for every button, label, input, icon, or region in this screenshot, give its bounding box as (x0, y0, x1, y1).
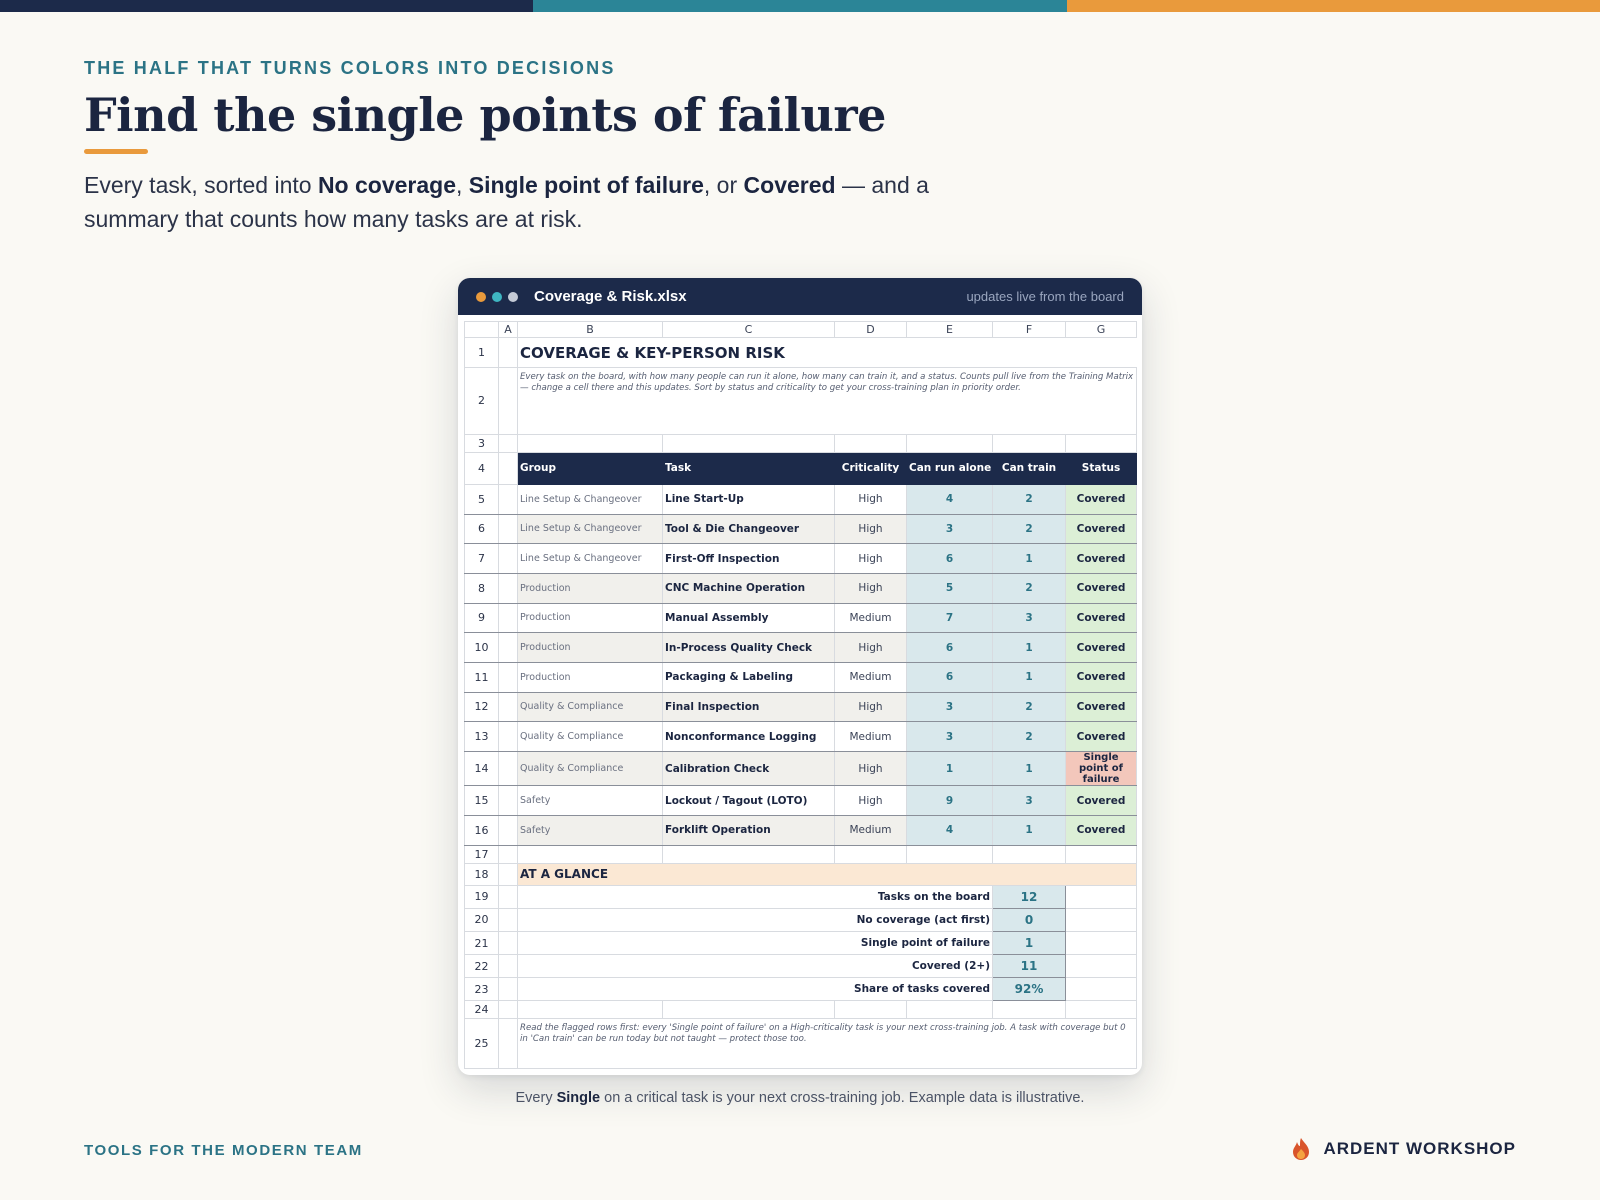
cell[interactable] (907, 1001, 993, 1019)
window-dot-teal[interactable] (492, 292, 502, 302)
cell[interactable] (499, 573, 518, 603)
column-header[interactable]: B (518, 322, 663, 338)
window-status: updates live from the board (966, 289, 1124, 304)
column-header[interactable]: E (907, 322, 993, 338)
header-task[interactable]: Task (663, 452, 835, 484)
row-number[interactable]: 19 (465, 885, 499, 908)
status-badge[interactable]: Covered (1066, 662, 1137, 692)
cell-can-run-alone[interactable]: 9 (907, 786, 993, 816)
row-number[interactable]: 1 (465, 338, 499, 368)
cell-group[interactable]: Production (518, 633, 663, 663)
cell-task[interactable]: Calibration Check (663, 751, 835, 785)
cell[interactable] (499, 692, 518, 722)
cell-can-train[interactable]: 3 (993, 786, 1066, 816)
cell-criticality[interactable]: High (835, 514, 907, 544)
row-number[interactable]: 12 (465, 692, 499, 722)
summary-row (465, 885, 1137, 908)
sheet-row (465, 368, 1137, 434)
cell-can-train[interactable]: 2 (993, 722, 1066, 752)
cell-group[interactable]: Line Setup & Changeover (518, 544, 663, 574)
header-criticality[interactable]: Criticality (835, 452, 907, 484)
cell-can-train[interactable]: 2 (993, 514, 1066, 544)
table-row (465, 484, 1137, 514)
cell-task[interactable]: In-Process Quality Check (663, 633, 835, 663)
cell-can-run-alone[interactable]: 4 (907, 484, 993, 514)
cell-can-run-alone[interactable]: 3 (907, 692, 993, 722)
cell-can-run-alone[interactable]: 3 (907, 514, 993, 544)
header-group[interactable]: Group (518, 452, 663, 484)
cell-group[interactable]: Line Setup & Changeover (518, 514, 663, 544)
cell[interactable] (1066, 845, 1137, 863)
cell-group[interactable]: Safety (518, 815, 663, 845)
row-number[interactable]: 2 (465, 368, 499, 434)
cell[interactable] (518, 845, 663, 863)
cell[interactable] (499, 368, 518, 434)
table-header-row (465, 452, 1137, 484)
cell-can-train[interactable]: 1 (993, 662, 1066, 692)
cell-can-train[interactable]: 1 (993, 633, 1066, 663)
cell-criticality[interactable]: High (835, 692, 907, 722)
flame-icon (1291, 1137, 1311, 1161)
cell-group[interactable]: Quality & Compliance (518, 722, 663, 752)
caption: Every Single on a critical task is your next cross-training job. Example data is illustrative. (515, 1090, 1085, 1106)
cell[interactable] (835, 1001, 907, 1019)
cell-group[interactable]: Production (518, 603, 663, 633)
summary-row (465, 932, 1137, 955)
cell[interactable] (499, 955, 518, 978)
glance-title[interactable]: AT A GLANCE (518, 863, 1137, 885)
cell[interactable] (499, 786, 518, 816)
column-header[interactable]: F (993, 322, 1066, 338)
row-number[interactable]: 16 (465, 815, 499, 845)
subtitle: Every task, sorted into No coverage, Single point of failure, or Covered — and a summary that counts how many tasks are at risk. (84, 172, 929, 232)
table-row (465, 662, 1137, 692)
cell[interactable] (499, 751, 518, 785)
summary-label[interactable]: Tasks on the board (518, 885, 993, 908)
table-row (465, 514, 1137, 544)
row-number[interactable]: 13 (465, 722, 499, 752)
table-row (465, 603, 1137, 633)
summary-value[interactable]: 1 (993, 932, 1066, 955)
row-number[interactable]: 25 (465, 1019, 499, 1069)
sheet-row (465, 434, 1137, 452)
summary-row (465, 955, 1137, 978)
row-number[interactable]: 9 (465, 603, 499, 633)
top-accent-bar (0, 0, 1600, 12)
cell-group[interactable]: Quality & Compliance (518, 751, 663, 785)
sheet-note[interactable]: Every task on the board, with how many people can run it alone, how many can train it, and a status. Counts pull live from the Training Matrix — change a cell there and this updates. Sort by status and criticality to get your cross-training plan in priority order. (518, 368, 1137, 434)
summary-row (465, 978, 1137, 1001)
row-number[interactable]: 15 (465, 786, 499, 816)
cell[interactable] (499, 1001, 518, 1019)
cell[interactable] (907, 845, 993, 863)
cell-can-train[interactable]: 2 (993, 484, 1066, 514)
cell[interactable] (1066, 1001, 1137, 1019)
cell-criticality[interactable]: Medium (835, 662, 907, 692)
title-underline (84, 149, 148, 154)
summary-label[interactable]: Single point of failure (518, 932, 993, 955)
corner-cell (465, 322, 499, 338)
cell[interactable] (499, 544, 518, 574)
column-header[interactable]: D (835, 322, 907, 338)
sheet-footnote[interactable]: Read the flagged rows first: every 'Single point of failure' on a High-criticality task is your next cross-training job. A task with coverage but 0 in 'Can train' can be run today but not taught — protect those too. (518, 1019, 1137, 1069)
cell-criticality[interactable]: Medium (835, 722, 907, 752)
cell[interactable] (499, 885, 518, 908)
cell-can-train[interactable]: 1 (993, 751, 1066, 785)
cell-task[interactable]: First-Off Inspection (663, 544, 835, 574)
row-number[interactable]: 22 (465, 955, 499, 978)
status-badge[interactable]: Covered (1066, 815, 1137, 845)
table-row (465, 633, 1137, 663)
cell[interactable] (499, 863, 518, 885)
row-number[interactable]: 18 (465, 863, 499, 885)
cell-can-run-alone[interactable]: 6 (907, 544, 993, 574)
cell[interactable] (499, 662, 518, 692)
cell[interactable] (1066, 955, 1137, 978)
cell-can-train[interactable]: 1 (993, 544, 1066, 574)
status-badge[interactable]: Covered (1066, 544, 1137, 574)
cell-task[interactable]: CNC Machine Operation (663, 573, 835, 603)
status-badge[interactable]: Covered (1066, 573, 1137, 603)
window-titlebar (458, 278, 1142, 315)
cell[interactable] (499, 603, 518, 633)
cell-group[interactable]: Production (518, 573, 663, 603)
cell[interactable] (518, 1001, 663, 1019)
row-number[interactable]: 20 (465, 908, 499, 931)
row-number[interactable]: 17 (465, 845, 499, 863)
summary-value[interactable]: 11 (993, 955, 1066, 978)
window-title: Coverage & Risk.xlsx (534, 288, 687, 305)
cell[interactable] (499, 908, 518, 931)
sheet-title[interactable]: COVERAGE & KEY-PERSON RISK (518, 338, 1137, 368)
cell[interactable] (499, 978, 518, 1001)
cell[interactable] (1066, 932, 1137, 955)
cell-can-run-alone[interactable]: 4 (907, 815, 993, 845)
sheet-row (465, 338, 1137, 368)
status-badge[interactable]: Covered (1066, 603, 1137, 633)
cell-criticality[interactable]: High (835, 633, 907, 663)
cell-can-train[interactable]: 2 (993, 573, 1066, 603)
table-row (465, 751, 1137, 785)
cell-can-train[interactable]: 2 (993, 692, 1066, 722)
row-number[interactable]: 6 (465, 514, 499, 544)
column-header[interactable]: G (1066, 322, 1137, 338)
row-number[interactable]: 23 (465, 978, 499, 1001)
row-number[interactable]: 11 (465, 662, 499, 692)
window-dot-gray[interactable] (508, 292, 518, 302)
cell[interactable] (499, 722, 518, 752)
cell-task[interactable]: Packaging & Labeling (663, 662, 835, 692)
cell-can-run-alone[interactable]: 6 (907, 662, 993, 692)
cell-can-run-alone[interactable]: 5 (907, 573, 993, 603)
cell-task[interactable]: Forklift Operation (663, 815, 835, 845)
cell-criticality[interactable]: Medium (835, 815, 907, 845)
sheet-row (465, 845, 1137, 863)
column-header-row (465, 322, 1137, 338)
cell[interactable] (499, 845, 518, 863)
summary-label[interactable]: No coverage (act first) (518, 908, 993, 931)
cell-task[interactable]: Tool & Die Changeover (663, 514, 835, 544)
summary-value[interactable]: 92% (993, 978, 1066, 1001)
cell-criticality[interactable]: High (835, 786, 907, 816)
window-dot-orange[interactable] (476, 292, 486, 302)
row-number[interactable]: 7 (465, 544, 499, 574)
cell-can-run-alone[interactable]: 7 (907, 603, 993, 633)
spreadsheet-grid[interactable] (464, 321, 1137, 1069)
cell-group[interactable]: Quality & Compliance (518, 692, 663, 722)
cell-can-run-alone[interactable]: 1 (907, 751, 993, 785)
cell[interactable] (499, 514, 518, 544)
cell[interactable] (499, 932, 518, 955)
row-number[interactable]: 8 (465, 573, 499, 603)
sheet-row (465, 863, 1137, 885)
cell[interactable] (1066, 908, 1137, 931)
cell-task[interactable]: Manual Assembly (663, 603, 835, 633)
cell[interactable] (499, 815, 518, 845)
sheet-row (465, 1001, 1137, 1019)
summary-label[interactable]: Share of tasks covered (518, 978, 993, 1001)
cell-task[interactable]: Final Inspection (663, 692, 835, 722)
cell-group[interactable]: Line Setup & Changeover (518, 484, 663, 514)
cell-task[interactable]: Lockout / Tagout (LOTO) (663, 786, 835, 816)
cell-can-train[interactable]: 3 (993, 603, 1066, 633)
cell-can-train[interactable]: 1 (993, 815, 1066, 845)
cell-group[interactable]: Production (518, 662, 663, 692)
header-can-train[interactable]: Can train (993, 452, 1066, 484)
row-number[interactable]: 3 (465, 434, 499, 452)
table-row (465, 786, 1137, 816)
summary-value[interactable]: 12 (993, 885, 1066, 908)
cell[interactable] (499, 633, 518, 663)
cell-task[interactable]: Nonconformance Logging (663, 722, 835, 752)
cell-can-run-alone[interactable]: 3 (907, 722, 993, 752)
cell[interactable] (835, 845, 907, 863)
cell[interactable] (1066, 978, 1137, 1001)
cell-can-run-alone[interactable]: 6 (907, 633, 993, 663)
sheet-row (465, 1019, 1137, 1069)
cell-group[interactable]: Safety (518, 786, 663, 816)
summary-label[interactable]: Covered (2+) (518, 955, 993, 978)
row-number[interactable]: 10 (465, 633, 499, 663)
eyebrow: THE HALF THAT TURNS COLORS INTO DECISIONS (84, 58, 616, 78)
row-number[interactable]: 5 (465, 484, 499, 514)
cell[interactable] (499, 1019, 518, 1069)
cell-task[interactable]: Line Start-Up (663, 484, 835, 514)
cell-criticality[interactable]: High (835, 573, 907, 603)
cell-criticality[interactable]: High (835, 544, 907, 574)
spreadsheet-window (458, 278, 1142, 1075)
summary-row (465, 908, 1137, 931)
status-badge[interactable]: Covered (1066, 722, 1137, 752)
table-row (465, 544, 1137, 574)
row-number[interactable]: 4 (465, 452, 499, 484)
cell-criticality[interactable]: High (835, 751, 907, 785)
footer-tagline: TOOLS FOR THE MODERN TEAM (84, 1142, 363, 1159)
column-header[interactable]: C (663, 322, 835, 338)
status-badge[interactable]: Covered (1066, 514, 1137, 544)
table-row (465, 692, 1137, 722)
header-can-run-alone[interactable]: Can run alone (907, 452, 993, 484)
cell[interactable] (663, 845, 835, 863)
row-number[interactable]: 24 (465, 1001, 499, 1019)
brand-name: ARDENT WORKSHOP (1323, 1139, 1516, 1158)
status-badge[interactable]: Single point of failure (1066, 751, 1137, 785)
table-row (465, 815, 1137, 845)
header-status[interactable]: Status (1066, 452, 1137, 484)
status-badge[interactable]: Covered (1066, 484, 1137, 514)
column-header[interactable]: A (499, 322, 518, 338)
table-row (465, 722, 1137, 752)
cell[interactable] (663, 1001, 835, 1019)
summary-value[interactable]: 0 (993, 908, 1066, 931)
row-number[interactable]: 14 (465, 751, 499, 785)
page-title: Find the single points of failure (84, 88, 886, 142)
row-number[interactable]: 21 (465, 932, 499, 955)
cell[interactable] (499, 338, 518, 368)
status-badge[interactable]: Covered (1066, 692, 1137, 722)
cell[interactable] (993, 1001, 1066, 1019)
cell[interactable] (1066, 885, 1137, 908)
cell[interactable] (993, 845, 1066, 863)
status-badge[interactable]: Covered (1066, 633, 1137, 663)
status-badge[interactable]: Covered (1066, 786, 1137, 816)
brand (1291, 1137, 1516, 1161)
cell-criticality[interactable]: Medium (835, 603, 907, 633)
table-row (465, 573, 1137, 603)
cell-criticality[interactable]: High (835, 484, 907, 514)
cell[interactable] (499, 484, 518, 514)
